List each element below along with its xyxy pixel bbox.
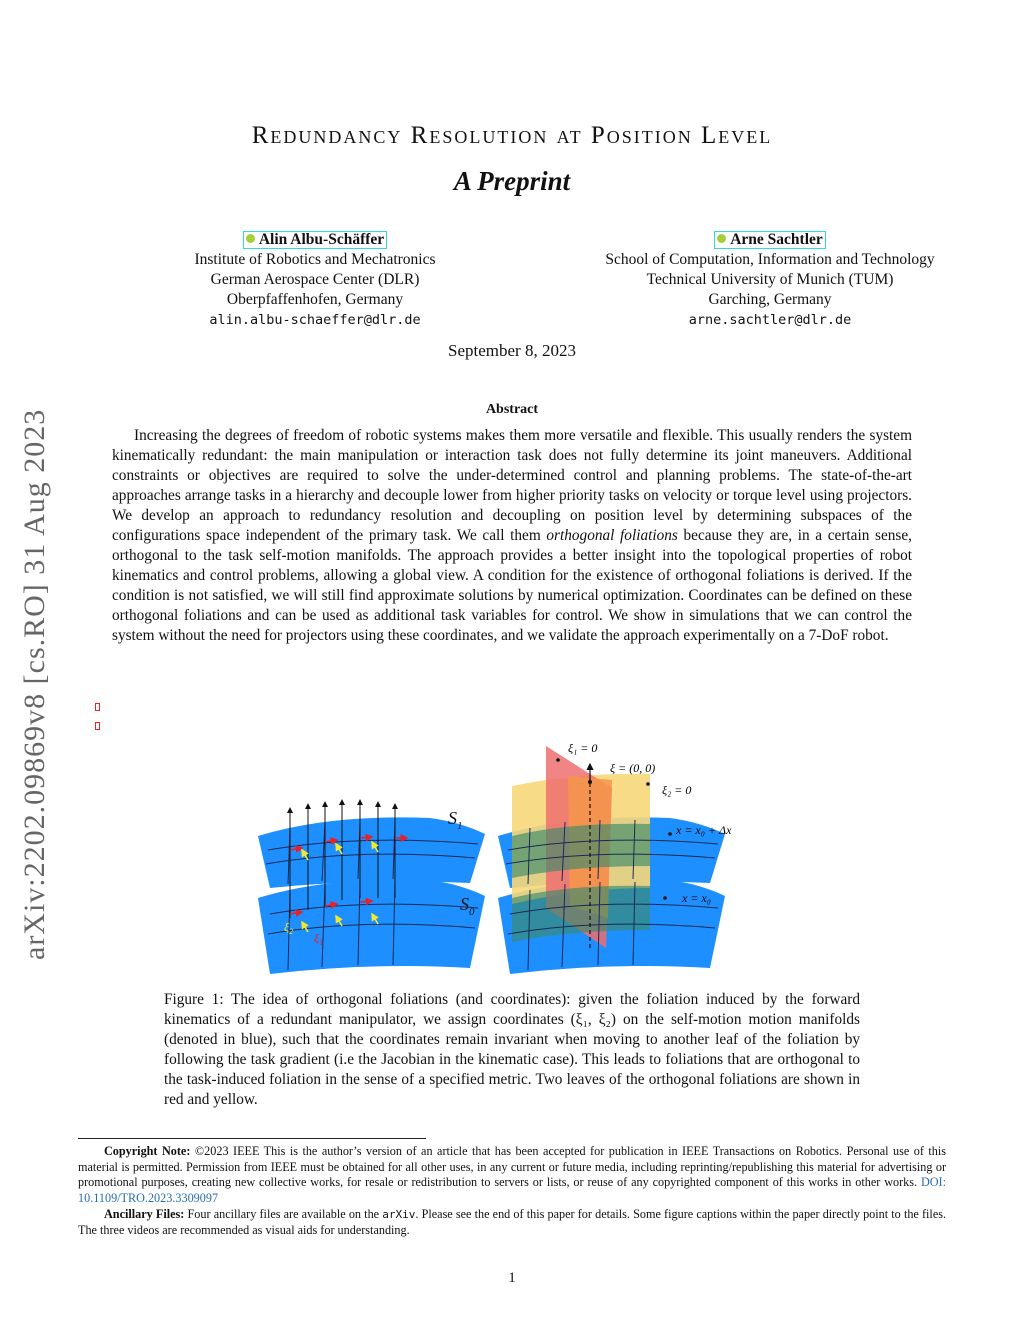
page-number: 1: [508, 1270, 516, 1286]
figure-caption: Figure 1: The idea of orthogonal foliations (and coordinates): given the foliation induced by the forward kinematics of a redundant manipulator, we assign coordinates (ξ₁, ξ₂) on the self-motion motion manifolds (denoted in blue), such that the coordinates remain invariant when moving to another leaf of the foliation by following the task gradient (i.e the Jacobian in the kinematic case). This leads to foliations that are orthogonal to the task-induced foliation in the sense of a specified metric. Two leaves of the orthogonal foliations are shown in red and yellow.: [164, 991, 860, 1108]
origin-point: [588, 780, 592, 784]
label-xi2-zero: ξ₂ = 0: [662, 783, 692, 797]
orcid-icon[interactable]: [717, 234, 726, 243]
affiliation-line: School of Computation, Information and Technology: [605, 251, 935, 268]
author-block-1: [150, 230, 480, 330]
abstract-heading: Abstract: [485, 402, 539, 417]
affiliation-line: Technical University of Munich (TUM): [646, 271, 894, 288]
label-xi1: $\xi_1$: [314, 931, 324, 947]
point-marker: [668, 832, 672, 836]
orthogonal-foliations-figure: [250, 738, 770, 978]
point-marker: [646, 782, 650, 786]
footnote-rule: [78, 1138, 426, 1139]
author-name-link[interactable]: Alin Albu-Schäffer: [243, 231, 387, 249]
doi-link[interactable]: DOI: 10.1109/TRO.2023.3309097: [78, 1175, 946, 1205]
author-name-link[interactable]: Arne Sachtler: [714, 231, 826, 249]
affiliation-line: Institute of Robotics and Mechatronics: [194, 251, 436, 268]
label-xi2: $\xi_2$: [284, 920, 294, 936]
ancillary-footnote: Ancillary Files: Four ancillary files are available on the arXiv. Please see the end of this paper for details. Some figure captions within the paper directly point to the files. The three videos are recommended as visual aids for understanding.: [78, 1207, 947, 1237]
author-email: arne.sachtler@dlr.de: [688, 312, 852, 328]
affiliation-line: Garching, Germany: [708, 291, 832, 308]
label-x0: x = x₀: [682, 891, 711, 905]
label-xi1-zero: ξ₁ = 0: [568, 741, 598, 755]
affiliation-line: German Aerospace Center (DLR): [210, 271, 420, 288]
point-marker: [663, 896, 667, 900]
author-email: alin.albu-schaeffer@dlr.de: [209, 312, 421, 328]
orcid-icon[interactable]: [246, 234, 255, 243]
paper-title: Redundancy Resolution at Position Level: [251, 122, 773, 149]
label-x-dx: x = x₀ + Δx: [676, 823, 732, 837]
arxiv-identifier: arXiv:2202.09869v8 [cs.RO] 31 Aug 2023: [18, 408, 51, 960]
label-s1: $S_1$: [448, 808, 463, 832]
link-marker[interactable]: [95, 722, 100, 730]
author-block-2: [560, 230, 980, 330]
point-marker: [556, 758, 560, 762]
link-marker[interactable]: [95, 703, 100, 711]
label-xi-origin: ξ = (0, 0): [610, 761, 656, 775]
paper-date: September 8, 2023: [448, 341, 576, 360]
label-s0: $S_0$: [460, 894, 475, 918]
abstract-text: Increasing the degrees of freedom of robotic systems makes them more versatile and flexible. This usually renders the system kinematically redundant: the main manipulation or interaction task does not fully determine its joint maneuvers. Additional constraints or objectives are required to solve the under-determined control and planning problems. The state-of-the-art approaches arrange tasks in a hierarchy and decouple lower from higher priority tasks on velocity or torque level using projectors. We develop an approach to redundancy resolution and decoupling on position level by determining subspaces of the configurations space independent of the primary task. We call them orthogonal foliations because they are, in a certain sense, orthogonal to the task self-motion manifolds. The approach provides a better insight into the topological properties of robot kinematics and control problems, allowing a global view. A condition for the existence of orthogonal foliations is derived. If the condition is not satisfied, we will still find approximate solutions by numerical optimization. Coordinates can be defined on these orthogonal foliations and can be used as additional task variables for control. We show in simulations that we can control the system without the need for projectors using these coordinates, and we validate the approach experimentally on a 7-DoF robot.: [112, 427, 912, 644]
copyright-footnote: Copyright Note: ©2023 IEEE This is the author’s version of an article that has been accepted for publication in IEEE Transactions on Robotics. Personal use of this material is permitted. Permission from IEEE must be obtained for all other uses, in any current or future media, including reprinting/republishing this material for advertising or promotional purposes, creating new collective works, for resale or redistribution to servers or lists, or reuse of any copyrighted component of this works in other works. DOI: 10.1109/TRO.2023.3309097: [78, 1144, 947, 1205]
paper-subtitle: A Preprint: [453, 166, 571, 196]
affiliation-line: Oberpfaffenhofen, Germany: [226, 291, 404, 308]
